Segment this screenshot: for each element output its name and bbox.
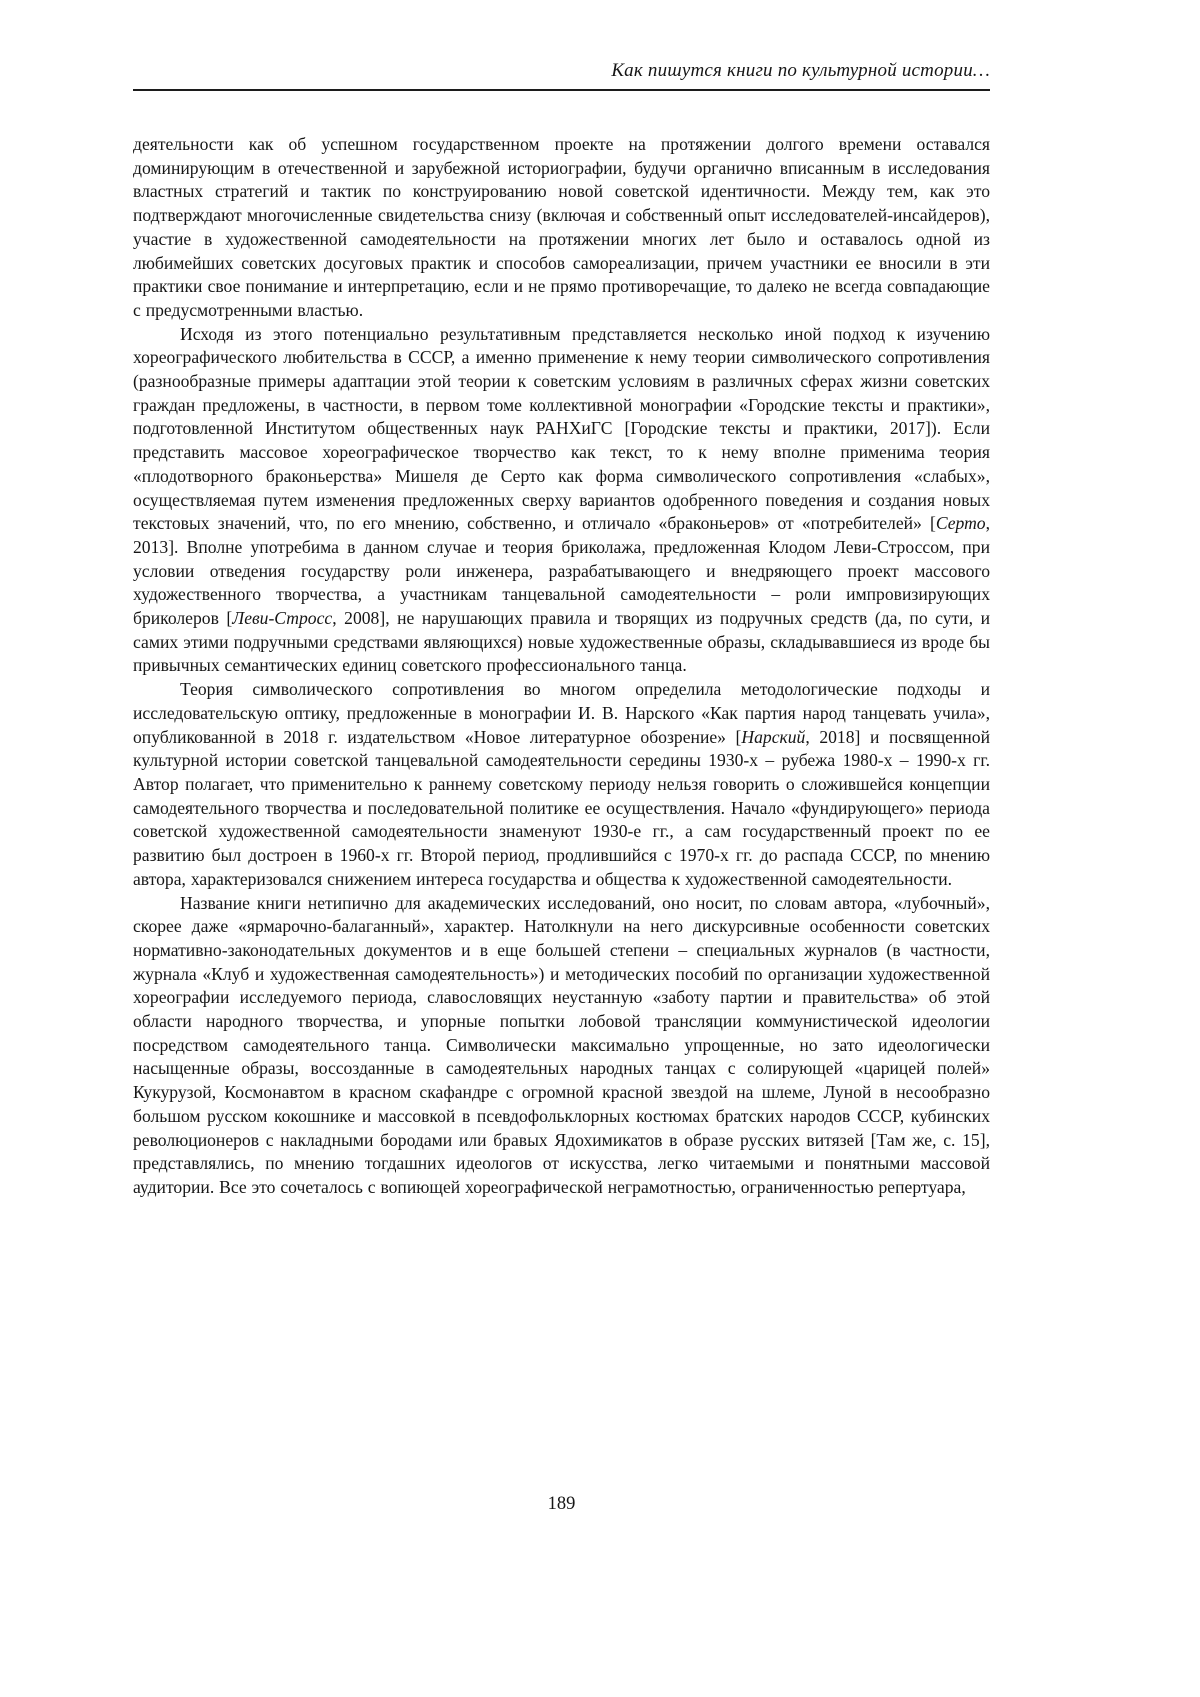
text-run: деятельности как об успешном государственном проекте на протяжении долгого времени оставался доминирующим в отечественной и зарубежной историографии, будучи органично вписанным в исследования властных стратегий и тактик по конструированию новой советской идентичности. Между тем, как это подтверждают многочисленные свидетельства снизу (включая и собственный опыт исследователей-инсайдеров), участие в художественной самодеятельности на протяжении многих лет было и оставалось одной из любимейших советских досуговых практик и способов самореализации, причем участники ее вносили в эти практики свое понимание и интерпретацию, если и не прямо противоречащие, то далеко не всегда совпадающие с предусмотренными властью.	[133, 134, 990, 320]
text-run: , 2008], не нарушающих правила и творящих из подручных средств (да, по сути, и самих этими подручными средствами являющихся) новые художественные образы, складывавшиеся из вроде бы привычных семантических единиц советского профессионального танца.	[133, 608, 990, 676]
running-header-title: Как пишутся книги по культурной истории…	[611, 60, 990, 81]
citation-author: Леви-Стросс	[232, 608, 333, 629]
text-run: , 2018] и посвященной культурной истории советской танцевальной самодеятельности середины 1930-х – рубежа 1980-х – 1990-х гг. Автор полагает, что применительно к раннему советскому периоду нельзя говорить о сложившейся концепции самодеятельного творчества и последовательной политике ее осуществления. Начало «фундирующего» периода советской художественной самодеятельности знаменуют 1930-е гг., а сам государственный проект по ее развитию был достроен в 1960-х гг. Второй период, продлившийся с 1970-х гг. до распада СССР, по мнению автора, характеризовался снижением интереса государства и общества к художественной самодеятельности.	[133, 726, 990, 889]
text-run: Исходя из этого потенциально результативным представляется несколько иной подход к изучению хореографического любительства в СССР, а именно применение к нему теории символического сопротивления (разнообразные примеры адаптации этой теории к советским условиям в различных сферах жизни советских граждан предложены, в частности, в первом томе коллективной монографии «Городские тексты и практики», подготовленной Институтом общественных наук РАНХиГС [Городские тексты и практики, 2017]). Если представить массовое хореографическое творчество как текст, то к нему вполне применима теория «плодотворного браконьерства» Мишеля де Серто как форма символического сопротивления «слабых», осуществляемая путем изменения предложенных сверху вариантов одобренного поведения и создания новых текстовых значений, что, по его мнению, собственно, и отличало «браконьеров» от «потребителей» [	[133, 323, 990, 534]
paragraph	[133, 678, 990, 891]
text-run: Название книги нетипично для академических исследований, оно носит, по словам автора, «лубочный», скорее даже «ярмарочно-балаганный», характер. Натолкнули на него дискурсивные особенности советских нормативно-законодательных документов и в еще большей степени – специальных журналов (в частности, журнала «Клуб и художественная самодеятельность») и методических пособий по организации художественной хореографии исследуемого периода, славословящих неустанную «заботу партии и правительства» об этой области народного творчества, и упорные попытки лобовой трансляции коммунистической идеологии посредством самодеятельного танца. Символически максимально упрощенные, но зато идеологически насыщенные образы, воссозданные в самодеятельных народных танцах с солирующей «царицей полей» Кукурузой, Космонавтом в красном скафандре с огромной красной звездой на шлеме, Луной в несообразно большом русском кокошнике и массовкой в псевдофольклорных костюмах братских народов СССР, кубинских революционеров с накладными бородами или бравых Ядохимикатов в образе русских витязей [Там же, с. 15], представлялись, по мнению тогдашних идеологов от искусства, легко читаемыми и понятными массовой аудитории. Все это сочеталось с вопиющей хореографической неграмотностью, ограниченностью репертуара,	[133, 892, 990, 1197]
citation-author: Серто	[935, 513, 986, 534]
article-body	[133, 133, 990, 1200]
header-rule	[133, 89, 990, 91]
paragraph	[133, 323, 990, 679]
citation-author: Нарский	[741, 726, 806, 747]
text-run: , 2013]. Вполне употребима в данном случае и теория бриколажа, предложенная Клодом Леви-Строссом, при условии отведения государству роли инженера, разрабатывающего и внедряющего проект массового художественного творчества, а участникам танцевальной самодеятельности – роли импровизирующих бриколеров [	[133, 513, 990, 629]
page-header	[133, 60, 990, 91]
page-number: 189	[547, 1494, 576, 1514]
paragraph	[133, 892, 990, 1200]
text-run: Теория символического сопротивления во многом определила методологические подходы и исследовательскую оптику, предложенные в монографии И. В. Нарского «Как партия народ танцевать учила», опубликованной в 2018 г. издательством «Новое литературное обозрение» [	[133, 679, 990, 747]
paragraph	[133, 133, 990, 323]
